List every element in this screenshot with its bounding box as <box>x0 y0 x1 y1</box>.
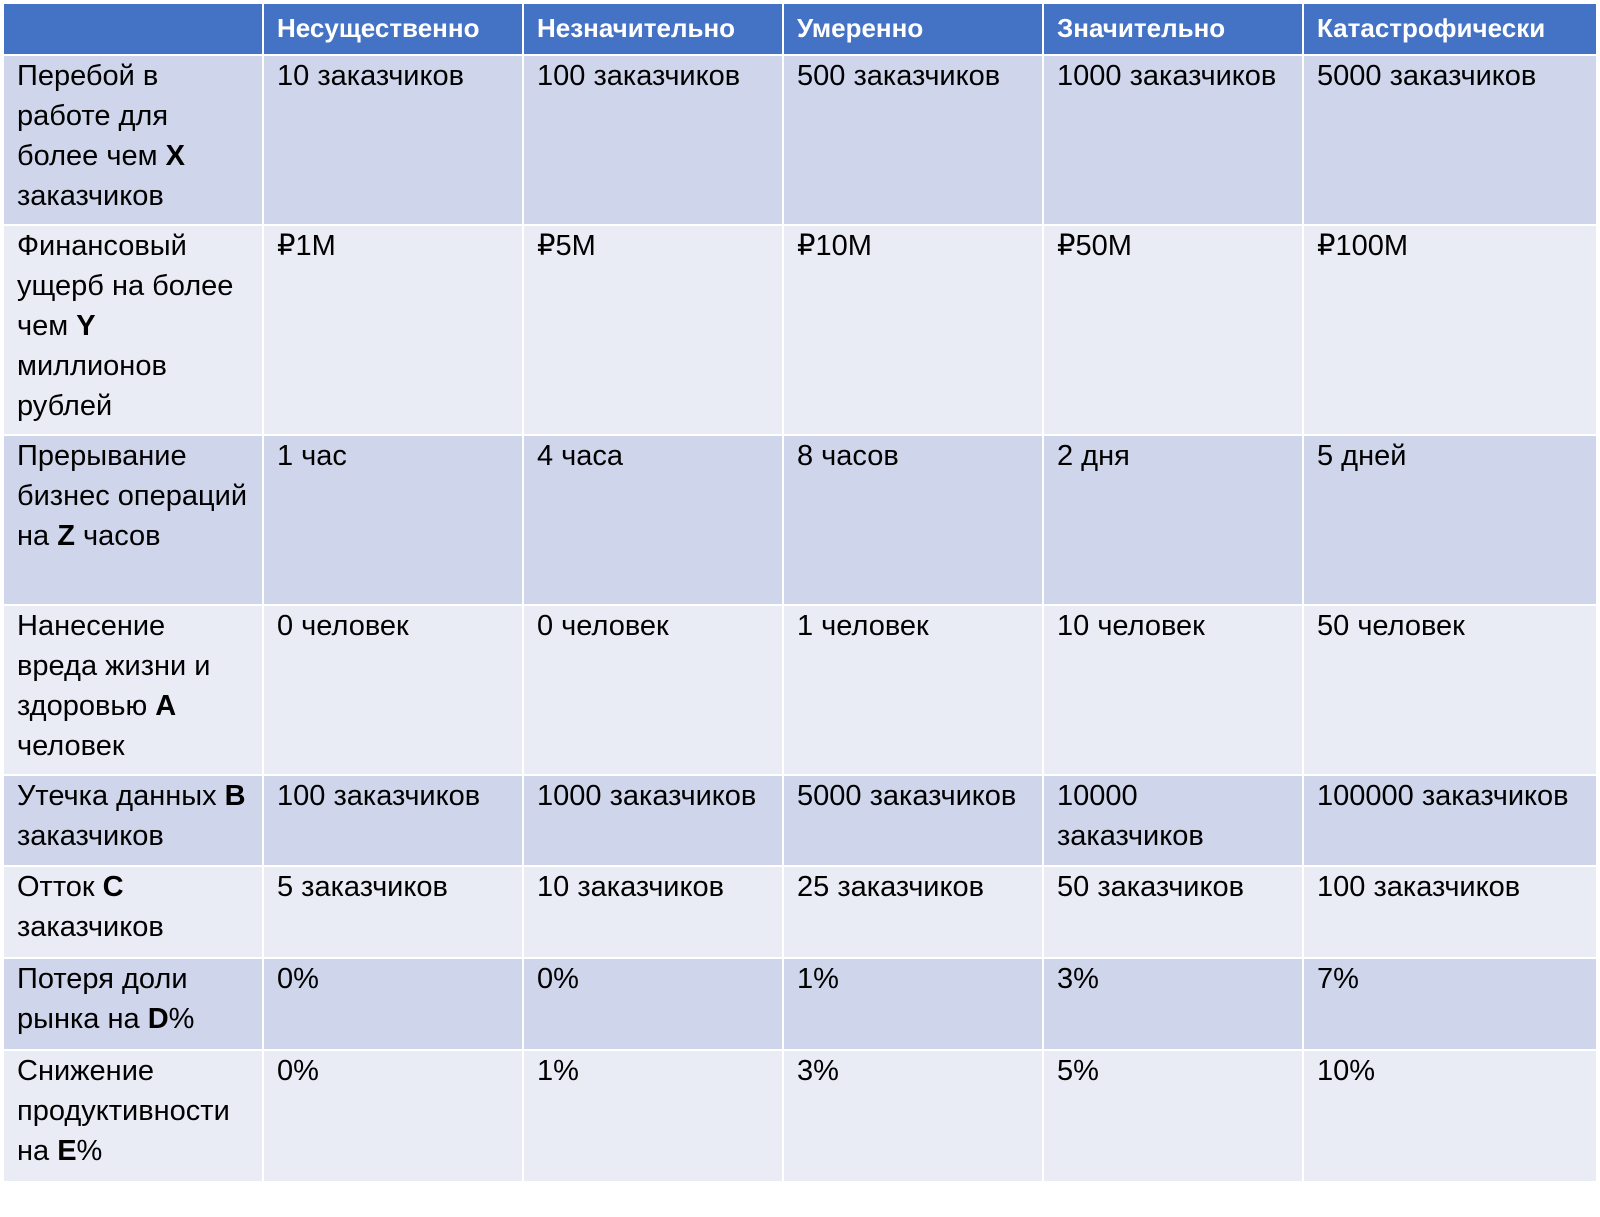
table-cell: 0% <box>264 959 524 1051</box>
row-label-variable: X <box>165 140 185 172</box>
table-cell: 100 заказчиков <box>264 776 524 867</box>
table-cell: 100 заказчиков <box>1304 867 1596 959</box>
row-label-text: заказчиков <box>17 820 164 852</box>
row-label-text: Финансовый ущерб на более чем <box>17 230 234 342</box>
table-cell: 1 человек <box>784 606 1044 776</box>
table-cell: 5000 заказчиков <box>1304 56 1596 226</box>
table-cell: 5 дней <box>1304 436 1596 606</box>
row-label <box>4 606 264 776</box>
table-cell: 5% <box>1044 1051 1304 1183</box>
row-label-variable: B <box>224 780 246 812</box>
table-cell: 7% <box>1304 959 1596 1051</box>
row-label <box>4 226 264 436</box>
table-cell: ₽100M <box>1304 226 1596 436</box>
table-cell: 1000 заказчиков <box>1044 56 1304 226</box>
header-moderate: Умеренно <box>784 4 1044 56</box>
table-cell: 50 заказчиков <box>1044 867 1304 959</box>
table-cell: ₽10M <box>784 226 1044 436</box>
row-label-variable: D <box>147 1003 169 1035</box>
table-cell: 25 заказчиков <box>784 867 1044 959</box>
table-cell: 3% <box>1044 959 1304 1051</box>
header-row <box>4 4 1596 56</box>
row-label-text: заказчиков <box>17 911 164 943</box>
row-label-text: % <box>168 1003 195 1035</box>
row-label <box>4 867 264 959</box>
row-label-text: Перебой в работе для более чем <box>17 60 169 172</box>
row-label <box>4 776 264 867</box>
row-label-text: Отток <box>17 871 103 903</box>
row-label-variable: Z <box>57 520 75 552</box>
table-cell: 0 человек <box>524 606 784 776</box>
table-cell: 10% <box>1304 1051 1596 1183</box>
impact-criteria-table <box>4 4 1596 1183</box>
table-cell: 0% <box>524 959 784 1051</box>
row-label-text: миллионов рублей <box>17 350 167 422</box>
row-label-text: Потеря доли рынка на <box>17 963 188 1035</box>
table-row <box>4 56 1596 226</box>
table-cell: 100 заказчиков <box>524 56 784 226</box>
row-label-text: Утечка данных <box>17 780 225 812</box>
table-cell: ₽5M <box>524 226 784 436</box>
table-cell: 2 дня <box>1044 436 1304 606</box>
row-label-variable: C <box>102 871 124 903</box>
header-corner-cell <box>4 4 264 56</box>
row-label-variable: E <box>57 1135 77 1167</box>
row-label-text: заказчиков <box>17 180 164 212</box>
header-significant: Значительно <box>1044 4 1304 56</box>
table-cell: 1000 заказчиков <box>524 776 784 867</box>
table-cell: 10 человек <box>1044 606 1304 776</box>
table-cell: 10000 заказчиков <box>1044 776 1304 867</box>
table-cell: 5000 заказчиков <box>784 776 1044 867</box>
row-label-text: Прерывание бизнес операций на <box>17 440 248 552</box>
table-row <box>4 606 1596 776</box>
table-cell: 100000 заказчиков <box>1304 776 1596 867</box>
table-row <box>4 867 1596 959</box>
row-label <box>4 56 264 226</box>
table-cell: 8 часов <box>784 436 1044 606</box>
table-cell: 0% <box>264 1051 524 1183</box>
row-label-text: человек <box>17 730 125 762</box>
table-cell: 4 часа <box>524 436 784 606</box>
table-cell: ₽1M <box>264 226 524 436</box>
header-catastrophic: Катастрофически <box>1304 4 1596 56</box>
row-label-text: Нанесение вреда жизни и здоровью <box>17 610 211 722</box>
header-minor: Незначительно <box>524 4 784 56</box>
row-label <box>4 436 264 606</box>
row-label-variable: Y <box>76 310 96 342</box>
row-label-variable: A <box>155 690 177 722</box>
table-cell: 0 человек <box>264 606 524 776</box>
table-cell: ₽50M <box>1044 226 1304 436</box>
table-row <box>4 959 1596 1051</box>
table-row <box>4 226 1596 436</box>
table-cell: 1% <box>784 959 1044 1051</box>
table-cell: 3% <box>784 1051 1044 1183</box>
table-cell: 10 заказчиков <box>524 867 784 959</box>
row-label-text: % <box>76 1135 103 1167</box>
table-row <box>4 776 1596 867</box>
row-label <box>4 959 264 1051</box>
table-row <box>4 1051 1596 1183</box>
table-row <box>4 436 1596 606</box>
row-label-text: Снижение продуктивности на <box>17 1055 230 1167</box>
row-label-text: часов <box>74 520 161 552</box>
table-cell: 500 заказчиков <box>784 56 1044 226</box>
row-label <box>4 1051 264 1183</box>
table-cell: 5 заказчиков <box>264 867 524 959</box>
table-cell: 50 человек <box>1304 606 1596 776</box>
table-cell: 10 заказчиков <box>264 56 524 226</box>
table-cell: 1% <box>524 1051 784 1183</box>
table-cell: 1 час <box>264 436 524 606</box>
header-negligible: Несущественно <box>264 4 524 56</box>
